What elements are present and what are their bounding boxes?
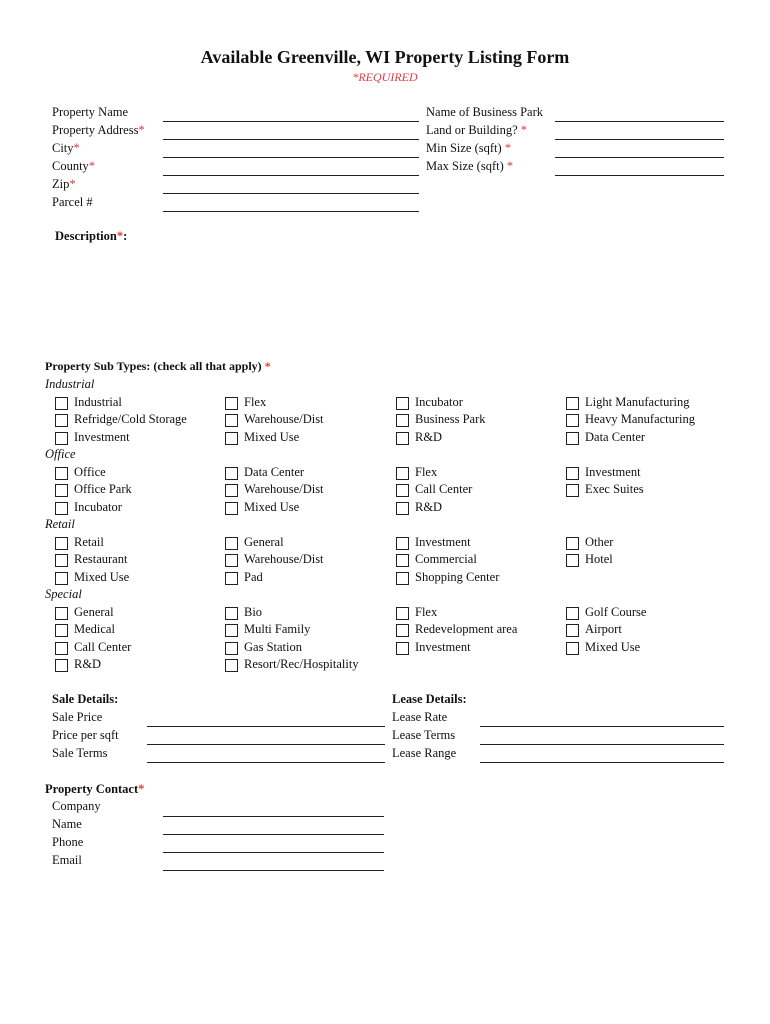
checkbox-label-investment: Investment bbox=[585, 464, 641, 479]
contact-label-company: Company bbox=[52, 799, 101, 813]
field-label-min-size-sqft: Min Size (sqft) * bbox=[426, 141, 512, 155]
checkbox-special-resort-rec-hospitality[interactable] bbox=[225, 659, 238, 672]
checkbox-office-call-center[interactable] bbox=[396, 484, 409, 497]
field-label-parcel: Parcel # bbox=[52, 195, 93, 209]
lease-input-lease-terms[interactable] bbox=[480, 744, 724, 745]
checkbox-retail-mixed-use[interactable] bbox=[55, 572, 68, 585]
checkbox-office-data-center[interactable] bbox=[225, 467, 238, 480]
contact-input-company[interactable] bbox=[163, 816, 384, 817]
checkbox-label-multi-family: Multi Family bbox=[244, 622, 311, 636]
checkbox-label-shopping-center: Shopping Center bbox=[415, 569, 500, 584]
field-label-name-of-business-park: Name of Business Park bbox=[426, 105, 543, 119]
input-parcel[interactable] bbox=[163, 211, 419, 212]
input-city[interactable] bbox=[163, 157, 419, 158]
description-colon: : bbox=[123, 229, 128, 243]
checkbox-office-flex[interactable] bbox=[396, 467, 409, 480]
checkbox-industrial-mixed-use[interactable] bbox=[225, 432, 238, 445]
checkbox-office-warehouse-dist[interactable] bbox=[225, 484, 238, 497]
subtypes-heading: Property Sub Types: (check all that apply) * bbox=[45, 359, 271, 373]
checkbox-label-mixed-use: Mixed Use bbox=[244, 499, 300, 514]
checkbox-label-refridge-cold-storage: Refridge/Cold Storage bbox=[74, 412, 187, 426]
checkbox-label-industrial: Industrial bbox=[74, 394, 122, 409]
checkbox-label-mixed-use: Mixed Use bbox=[244, 429, 300, 444]
checkbox-label-warehouse-dist: Warehouse/Dist bbox=[244, 552, 324, 566]
checkbox-label-airport: Airport bbox=[585, 622, 622, 636]
checkbox-label-investment: Investment bbox=[415, 639, 471, 654]
checkbox-retail-commercial[interactable] bbox=[396, 554, 409, 567]
checkbox-label-investment: Investment bbox=[74, 429, 130, 444]
lease-input-lease-rate[interactable] bbox=[480, 726, 724, 727]
category-special: Special bbox=[45, 587, 82, 601]
checkbox-special-golf-course[interactable] bbox=[566, 607, 579, 620]
checkbox-label-call-center: Call Center bbox=[415, 482, 473, 496]
checkbox-special-bio[interactable] bbox=[225, 607, 238, 620]
checkbox-industrial-investment[interactable] bbox=[55, 432, 68, 445]
lease-label-lease-rate: Lease Rate bbox=[392, 710, 448, 724]
checkbox-label-warehouse-dist: Warehouse/Dist bbox=[244, 482, 324, 496]
input-min-size-sqft[interactable] bbox=[555, 157, 724, 158]
checkbox-industrial-business-park[interactable] bbox=[396, 414, 409, 427]
checkbox-label-mixed-use: Mixed Use bbox=[74, 569, 130, 584]
sale-label-price-per-sqft: Price per sqft bbox=[52, 728, 119, 742]
checkbox-office-r-d[interactable] bbox=[396, 502, 409, 515]
checkbox-label-office-park: Office Park bbox=[74, 482, 132, 496]
required-asterisk: * bbox=[506, 159, 514, 173]
checkbox-industrial-warehouse-dist[interactable] bbox=[225, 414, 238, 427]
checkbox-label-retail: Retail bbox=[74, 534, 104, 549]
field-label-property-name: Property Name bbox=[52, 105, 129, 119]
checkbox-retail-shopping-center[interactable] bbox=[396, 572, 409, 585]
checkbox-retail-general[interactable] bbox=[225, 537, 238, 550]
checkbox-label-bio: Bio bbox=[244, 604, 263, 619]
checkbox-label-heavy-manufacturing: Heavy Manufacturing bbox=[585, 412, 696, 426]
checkbox-label-incubator: Incubator bbox=[415, 394, 463, 409]
checkbox-special-call-center[interactable] bbox=[55, 642, 68, 655]
checkbox-special-flex[interactable] bbox=[396, 607, 409, 620]
checkbox-label-r-d: R&D bbox=[415, 499, 443, 514]
contact-label-name: Name bbox=[52, 817, 82, 831]
checkbox-label-data-center: Data Center bbox=[244, 464, 305, 479]
checkbox-label-pad: Pad bbox=[244, 569, 263, 584]
contact-label-email: Email bbox=[52, 853, 82, 867]
sale-input-sale-price[interactable] bbox=[147, 726, 385, 727]
checkbox-retail-pad[interactable] bbox=[225, 572, 238, 585]
checkbox-label-investment: Investment bbox=[415, 534, 471, 549]
checkbox-retail-retail[interactable] bbox=[55, 537, 68, 550]
sale-input-price-per-sqft[interactable] bbox=[147, 744, 385, 745]
checkbox-special-gas-station[interactable] bbox=[225, 642, 238, 655]
checkbox-label-hotel: Hotel bbox=[585, 552, 613, 566]
required-asterisk: * bbox=[504, 141, 512, 155]
lease-input-lease-range[interactable] bbox=[480, 762, 724, 763]
input-property-address[interactable] bbox=[163, 139, 419, 140]
checkbox-office-office-park[interactable] bbox=[55, 484, 68, 497]
category-retail: Retail bbox=[45, 517, 75, 531]
checkbox-label-golf-course: Golf Course bbox=[585, 604, 647, 619]
input-name-of-business-park[interactable] bbox=[555, 121, 724, 122]
checkbox-label-general: General bbox=[74, 604, 114, 619]
checkbox-retail-warehouse-dist[interactable] bbox=[225, 554, 238, 567]
contact-input-phone[interactable] bbox=[163, 852, 384, 853]
description-label: Description*: bbox=[55, 229, 128, 243]
input-land-or-building[interactable] bbox=[555, 139, 724, 140]
checkbox-special-r-d[interactable] bbox=[55, 659, 68, 672]
field-label-property-address: Property Address* bbox=[52, 123, 145, 137]
checkbox-label-exec-suites: Exec Suites bbox=[585, 482, 644, 496]
sale-details-heading: Sale Details: bbox=[52, 692, 119, 706]
checkbox-label-restaurant: Restaurant bbox=[74, 552, 128, 566]
checkbox-retail-hotel[interactable] bbox=[566, 554, 579, 567]
sale-input-sale-terms[interactable] bbox=[147, 762, 385, 763]
checkbox-industrial-refridge-cold-storage[interactable] bbox=[55, 414, 68, 427]
checkbox-industrial-light-manufacturing[interactable] bbox=[566, 397, 579, 410]
page-title: Available Greenville, WI Property Listing Form bbox=[200, 47, 570, 67]
checkbox-label-other: Other bbox=[585, 534, 614, 549]
lease-label-lease-terms: Lease Terms bbox=[392, 728, 456, 742]
required-asterisk: * bbox=[264, 359, 271, 373]
required-asterisk: * bbox=[116, 229, 124, 243]
contact-label-phone: Phone bbox=[52, 835, 84, 849]
contact-heading: Property Contact* bbox=[45, 782, 145, 796]
checkbox-retail-investment[interactable] bbox=[396, 537, 409, 550]
contact-input-email[interactable] bbox=[163, 870, 384, 871]
checkbox-special-multi-family[interactable] bbox=[225, 624, 238, 637]
checkbox-label-general: General bbox=[244, 534, 284, 549]
sale-label-sale-price: Sale Price bbox=[52, 710, 103, 724]
checkbox-industrial-data-center[interactable] bbox=[566, 432, 579, 445]
checkbox-label-data-center: Data Center bbox=[585, 429, 646, 444]
field-label-county: County* bbox=[52, 159, 96, 173]
checkbox-label-warehouse-dist: Warehouse/Dist bbox=[244, 412, 324, 426]
input-zip[interactable] bbox=[163, 193, 419, 194]
checkbox-special-medical[interactable] bbox=[55, 624, 68, 637]
checkbox-label-office: Office bbox=[74, 464, 106, 479]
field-label-max-size-sqft: Max Size (sqft) * bbox=[426, 159, 514, 173]
checkbox-label-call-center: Call Center bbox=[74, 639, 132, 654]
checkbox-label-incubator: Incubator bbox=[74, 499, 122, 514]
input-property-name[interactable] bbox=[163, 121, 419, 122]
checkbox-label-r-d: R&D bbox=[74, 657, 102, 671]
checkbox-label-business-park: Business Park bbox=[415, 412, 486, 426]
checkbox-special-mixed-use[interactable] bbox=[566, 642, 579, 655]
category-office: Office bbox=[45, 447, 76, 461]
checkbox-retail-restaurant[interactable] bbox=[55, 554, 68, 567]
checkbox-special-redevelopment-area[interactable] bbox=[396, 624, 409, 637]
required-asterisk: * bbox=[88, 159, 96, 173]
field-label-zip: Zip* bbox=[52, 177, 76, 191]
checkbox-office-incubator[interactable] bbox=[55, 502, 68, 515]
field-label-city: City* bbox=[52, 141, 80, 155]
checkbox-office-exec-suites[interactable] bbox=[566, 484, 579, 497]
checkbox-label-flex: Flex bbox=[415, 604, 438, 619]
category-industrial: Industrial bbox=[45, 377, 95, 391]
checkbox-label-flex: Flex bbox=[415, 464, 438, 479]
lease-details-heading: Lease Details: bbox=[392, 692, 467, 706]
field-label-land-or-building: Land or Building? * bbox=[426, 123, 528, 137]
checkbox-industrial-industrial[interactable] bbox=[55, 397, 68, 410]
checkbox-label-redevelopment-area: Redevelopment area bbox=[415, 622, 518, 636]
checkbox-office-mixed-use[interactable] bbox=[225, 502, 238, 515]
checkbox-industrial-heavy-manufacturing[interactable] bbox=[566, 414, 579, 427]
checkbox-label-commercial: Commercial bbox=[415, 552, 477, 566]
checkbox-label-mixed-use: Mixed Use bbox=[585, 639, 641, 654]
checkbox-office-investment[interactable] bbox=[566, 467, 579, 480]
lease-label-lease-range: Lease Range bbox=[392, 746, 457, 760]
checkbox-label-gas-station: Gas Station bbox=[244, 639, 302, 654]
checkbox-industrial-r-d[interactable] bbox=[396, 432, 409, 445]
required-asterisk: * bbox=[69, 177, 76, 191]
checkbox-industrial-incubator[interactable] bbox=[396, 397, 409, 410]
checkbox-label-light-manufacturing: Light Manufacturing bbox=[585, 394, 690, 409]
checkbox-office-office[interactable] bbox=[55, 467, 68, 480]
checkbox-special-airport[interactable] bbox=[566, 624, 579, 637]
input-county[interactable] bbox=[163, 175, 419, 176]
required-asterisk: * bbox=[73, 141, 80, 155]
input-max-size-sqft[interactable] bbox=[555, 175, 724, 176]
required-note: *REQUIRED bbox=[352, 70, 418, 84]
required-asterisk: * bbox=[138, 123, 145, 137]
checkbox-special-general[interactable] bbox=[55, 607, 68, 620]
required-asterisk: * bbox=[520, 123, 528, 137]
checkbox-label-flex: Flex bbox=[244, 394, 267, 409]
checkbox-label-r-d: R&D bbox=[415, 429, 443, 444]
checkbox-label-medical: Medical bbox=[74, 622, 115, 636]
sale-label-sale-terms: Sale Terms bbox=[52, 746, 108, 760]
checkbox-retail-other[interactable] bbox=[566, 537, 579, 550]
checkbox-special-investment[interactable] bbox=[396, 642, 409, 655]
required-asterisk: * bbox=[138, 782, 145, 796]
checkbox-industrial-flex[interactable] bbox=[225, 397, 238, 410]
checkbox-label-resort-rec-hospitality: Resort/Rec/Hospitality bbox=[244, 657, 359, 671]
contact-input-name[interactable] bbox=[163, 834, 384, 835]
